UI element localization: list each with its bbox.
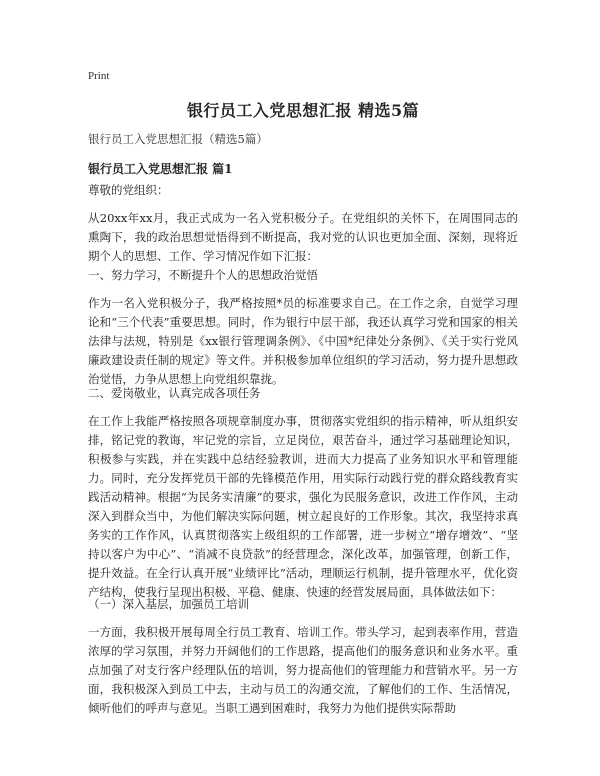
heading-3: （一）深入基层，加强员工培训 — [88, 597, 249, 611]
heading-2: 二、爱岗敬业，认真完成各项任务 — [88, 386, 261, 400]
paragraph-1: 作为一名入党积极分子，我严格按照*员的标准要求自己。在工作之余，自觉学习理论和“三个代表”重要思想。同时，作为银行中层干部，我还认真学习党和国家的相关法律与法规，特别是《xx银行管理调条例》、《中国*纪律处分条例》、《关于实行党风廉政建设责任制的规定》等文件。并积极参加单位组织的学习活动，努力提升思想政治觉悟，力争从思想上向党组织靠拢。 — [88, 296, 518, 386]
paragraph-2: 在工作上我能严格按照各项规章制度办事，贯彻落实党组织的指示精神，听从组织安排，铭记党的教诲，牢记党的宗旨，立足岗位，艰苦奋斗，通过学习基础理论知识，积极参与实践，并在实践中总结经验教训，进而大力提高了业务知识水平和管理能力。同时，充分发挥党员干部的先锋模范作用，用实际行动践行党的群众路线教育实践活动精神。根据“为民务实清廉”的要求，强化为民服务意识，改进工作作风，主动深入到群众当中，为他们解决实际问题，树立起良好的工作形象。其次，我坚持求真务实的工作作风，认真贯彻落实上级组织的工作部署，进一步树立“增存增效”、“坚持以客户为中心”、“消减不良贷款”的经营理念，深化改革，加强管理，创新工作，提升效益。在全行认真开展“业绩评比”活动，理顺运行机制，提升管理水平，优化资产结构，使我行呈现出积极、平稳、健康、快速的经营发展局面，具体做法如下： — [88, 414, 518, 599]
paragraph-3: 一方面，我积极开展每周全行员工教育、培训工作。带头学习，起到表率作用，营造浓厚的学习氛围，并努力开阔他们的工作思路，提高他们的服务意识和业务水平。重点加强了对支行客户经理队伍的培训，努力提高他们的管理能力和营销水平。另一方面，我积极深入到员工中去，主动与员工的沟通交流，了解他们的工作、生活情况，倾听他们的呼声与意见。当职工遇到困难时，我努力为他们提供实际帮助 — [88, 625, 518, 715]
section-heading: 银行员工入党思想汇报 篇1 — [88, 162, 233, 176]
print-label: Print — [88, 70, 110, 82]
intro-paragraph: 从20xx年xx月，我正式成为一名入党积极分子。在党组织的关怀下，在周围同志的熏陶下，我的政治思想觉悟得到不断提高，我对党的认识也更加全面、深刻，现将近期个人的思想、工作、学习情况作如下汇报： — [88, 211, 518, 263]
document-title: 银行员工入党思想汇报 精选5篇 — [186, 101, 420, 120]
document-subtitle: 银行员工入党思想汇报（精选5篇） — [88, 132, 268, 146]
heading-1: 一、努力学习，不断提升个人的思想政治觉悟 — [88, 268, 318, 282]
greeting: 尊敬的党组织： — [88, 183, 169, 197]
